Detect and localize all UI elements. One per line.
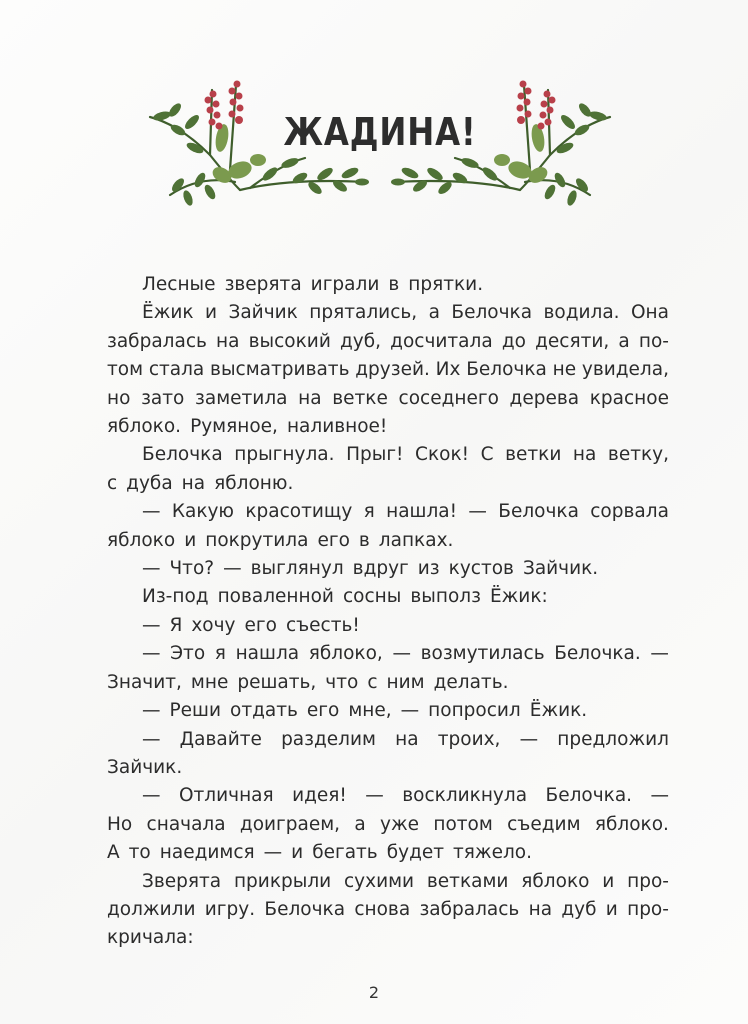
word: нашла! xyxy=(386,501,458,523)
text-line xyxy=(107,356,669,384)
text-line xyxy=(107,811,669,839)
word: — xyxy=(142,614,161,636)
word: воскликнула xyxy=(402,785,528,807)
word: — xyxy=(142,501,161,523)
word: яблоко xyxy=(521,870,590,892)
word: бегать xyxy=(312,842,378,864)
word: зверята xyxy=(224,274,302,295)
word: Зайчик. xyxy=(522,558,599,580)
word: том xyxy=(107,359,144,381)
word: сорвала xyxy=(590,501,669,523)
word: С xyxy=(480,444,494,466)
word: прятки. xyxy=(408,274,484,295)
word: я xyxy=(363,501,375,523)
word: ветками xyxy=(426,870,509,892)
word: Зайчик xyxy=(228,302,298,324)
word: с xyxy=(107,472,118,494)
text-line xyxy=(107,697,669,725)
word: Какую xyxy=(171,501,235,523)
word: — xyxy=(223,558,242,580)
word: наедимся xyxy=(159,842,255,864)
word: делать. xyxy=(433,671,509,693)
word: выглянул xyxy=(250,558,344,580)
berry-branch-ornament-right-icon xyxy=(390,70,620,210)
word: и xyxy=(602,870,615,892)
word: кустов xyxy=(448,558,514,580)
word: — xyxy=(392,643,411,665)
word: Белочка. xyxy=(545,785,633,807)
word: Это xyxy=(170,643,206,665)
word: прятались, xyxy=(309,302,418,324)
word: прыгнула. xyxy=(234,444,335,466)
word: красотищу xyxy=(245,501,353,523)
word: — xyxy=(365,785,384,807)
word: уже xyxy=(380,813,420,835)
word: Давайте xyxy=(179,728,262,750)
word: Белочка xyxy=(451,302,533,324)
word: съесть! xyxy=(285,614,360,636)
word: Белочка xyxy=(466,359,547,381)
word: лапках. xyxy=(378,529,454,551)
word: разделим xyxy=(281,728,376,750)
word: хочу xyxy=(191,614,236,636)
word: увидела, xyxy=(581,359,669,381)
word: с xyxy=(367,671,378,693)
word: Из-под xyxy=(142,586,209,608)
text-line xyxy=(107,669,669,697)
word: Что? xyxy=(169,558,215,580)
word: красное xyxy=(589,387,669,409)
word: Зайчик. xyxy=(107,756,183,778)
text-line xyxy=(107,754,669,782)
word: кричала: xyxy=(107,927,194,949)
word: Значит, xyxy=(107,671,182,693)
word: ветке xyxy=(332,387,388,409)
word: Зверята xyxy=(142,870,222,892)
word: а xyxy=(354,813,366,835)
word: играли xyxy=(310,274,380,295)
chapter-title: ЖАДИНА! xyxy=(283,110,477,154)
word: доиграем, xyxy=(239,813,341,835)
word: — xyxy=(650,643,669,665)
word: Реши xyxy=(169,700,221,722)
word: на xyxy=(181,472,206,494)
word: Румяное, xyxy=(190,416,278,438)
word: яблоню. xyxy=(214,472,294,494)
text-line xyxy=(107,299,669,327)
text-line xyxy=(107,896,669,924)
word: яблоко xyxy=(107,529,176,551)
word: наливное! xyxy=(286,416,388,438)
word: заметила xyxy=(195,387,288,409)
word: Белочка. xyxy=(554,643,641,665)
word: на xyxy=(572,444,597,466)
word: стала xyxy=(148,359,205,381)
text-line xyxy=(107,839,669,867)
word: водила. xyxy=(543,302,620,324)
word: попросил xyxy=(428,700,521,722)
text-line xyxy=(107,498,669,526)
word: его xyxy=(317,529,350,551)
word: А xyxy=(107,842,120,864)
story-text xyxy=(107,271,669,953)
word: съедим xyxy=(507,813,581,835)
text-line xyxy=(107,555,669,583)
word: в xyxy=(358,529,370,551)
word: высматривать xyxy=(210,359,350,381)
word: до xyxy=(501,330,526,352)
word: то xyxy=(128,842,151,864)
text-line xyxy=(107,868,669,896)
word: его xyxy=(244,614,277,636)
word: сосны xyxy=(342,586,402,608)
word: из xyxy=(417,558,440,580)
word: яблоко, xyxy=(308,643,383,665)
text-line xyxy=(107,413,669,441)
word: ветки xyxy=(505,444,562,466)
word: друзей. xyxy=(355,359,430,381)
text-line xyxy=(107,385,669,413)
word: — xyxy=(142,700,161,722)
word: — xyxy=(263,842,283,864)
word: решать, xyxy=(237,671,317,693)
word: и xyxy=(184,529,197,551)
word: я xyxy=(214,643,226,665)
text-line xyxy=(107,470,669,498)
word: дуб, xyxy=(340,330,382,352)
word: Лесные xyxy=(142,274,216,295)
word: но xyxy=(107,387,131,409)
word: — xyxy=(142,558,161,580)
word: Прыг! xyxy=(346,444,404,466)
word: вдруг xyxy=(352,558,409,580)
word: выполз xyxy=(410,586,481,608)
word: будет xyxy=(386,842,445,864)
word: соседнего xyxy=(398,387,499,409)
word: Отличная xyxy=(178,785,274,807)
word: Белочка xyxy=(142,444,223,466)
word: Ёжик xyxy=(142,302,194,324)
text-line xyxy=(107,583,669,611)
word: на xyxy=(298,387,322,409)
word: досчитала xyxy=(390,330,493,352)
word: на xyxy=(395,728,419,750)
word: мне, xyxy=(348,700,392,722)
word: а xyxy=(428,302,440,324)
word: в xyxy=(388,274,400,295)
chapter-header xyxy=(140,70,620,210)
word: Белочка xyxy=(498,501,579,523)
word: Ёжик: xyxy=(489,586,548,608)
text-line xyxy=(107,782,669,810)
word: игру. xyxy=(204,898,256,920)
word: предложил xyxy=(557,728,669,750)
word: троих, xyxy=(437,728,501,750)
word: нашла xyxy=(235,643,300,665)
word: яблоко. xyxy=(594,813,669,835)
word: возмутилась xyxy=(420,643,545,665)
word: дуб xyxy=(561,898,597,920)
word: на xyxy=(216,330,240,352)
word: на xyxy=(528,898,553,920)
word: — xyxy=(400,700,420,722)
word: забралась xyxy=(107,330,207,352)
word: про- xyxy=(627,870,669,892)
word: а xyxy=(618,330,630,352)
word: — xyxy=(468,501,487,523)
word: потом xyxy=(433,813,493,835)
text-line xyxy=(107,726,669,754)
text-line xyxy=(107,527,669,555)
word: дуба xyxy=(126,472,173,494)
word: высокий xyxy=(248,330,331,352)
text-line xyxy=(107,612,669,640)
word: дерева xyxy=(509,387,580,409)
word: идея! xyxy=(292,785,347,807)
word: ветку, xyxy=(607,444,669,466)
word: Скок! xyxy=(415,444,470,466)
text-line xyxy=(107,640,669,668)
word: зато xyxy=(141,387,185,409)
word: поваленной xyxy=(217,586,334,608)
word: сухими xyxy=(344,870,415,892)
word: Я xyxy=(169,614,183,636)
word: должили xyxy=(107,898,196,920)
word: десяти, xyxy=(535,330,610,352)
page-number: 2 xyxy=(368,983,380,1002)
word: не xyxy=(552,359,577,381)
word: его xyxy=(306,700,340,722)
word: мне xyxy=(190,671,229,693)
text-line xyxy=(107,924,669,952)
word: снова xyxy=(354,898,411,920)
word: отдать xyxy=(230,700,298,722)
text-line xyxy=(107,328,669,356)
word: — xyxy=(142,643,161,665)
word: и xyxy=(205,302,218,324)
word: по- xyxy=(638,330,669,352)
word: тяжело. xyxy=(453,842,533,864)
word: Их xyxy=(435,359,461,381)
word: ним xyxy=(386,671,425,693)
word: Но xyxy=(107,813,133,835)
word: и xyxy=(291,842,304,864)
word: что xyxy=(325,671,359,693)
word: яблоко. xyxy=(107,416,182,438)
word: — xyxy=(142,728,161,750)
word: — xyxy=(519,728,539,750)
text-line xyxy=(107,441,669,469)
word: Белочка xyxy=(264,898,346,920)
word: — xyxy=(142,785,161,807)
word: — xyxy=(650,785,669,807)
word: и xyxy=(605,898,618,920)
word: про- xyxy=(627,898,669,920)
word: Она xyxy=(631,302,669,324)
word: забралась xyxy=(419,898,520,920)
word: Ёжик. xyxy=(529,700,588,722)
word: покрутила xyxy=(205,529,309,551)
text-line xyxy=(107,271,669,299)
word: сначала xyxy=(146,813,226,835)
word: прикрыли xyxy=(233,870,332,892)
